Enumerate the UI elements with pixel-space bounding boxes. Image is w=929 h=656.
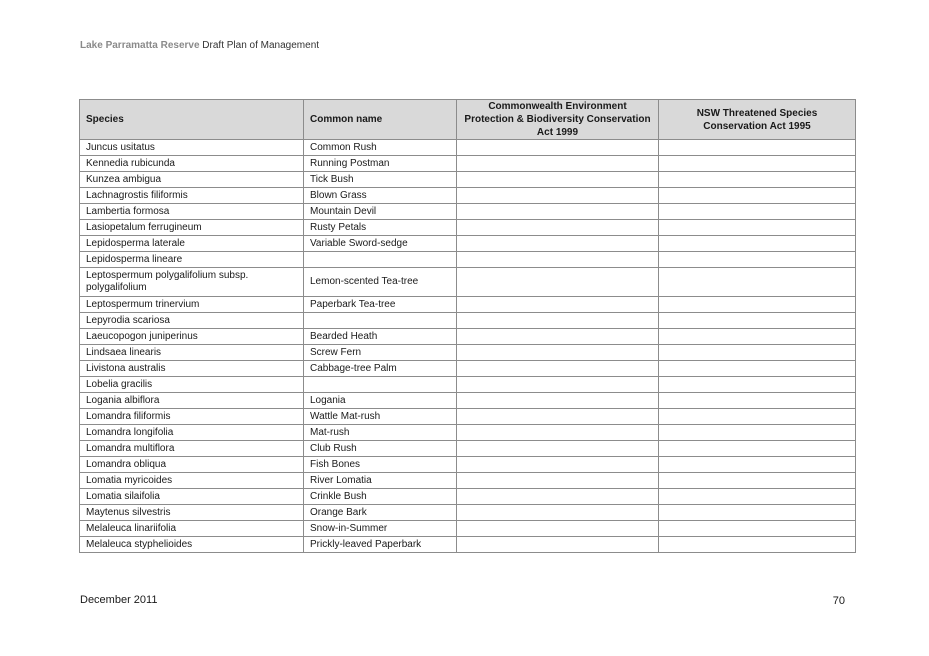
species-cell: Leptospermum trinervium: [80, 297, 304, 313]
species-cell: Leptospermum polygalifolium subsp. polygalifolium: [80, 268, 304, 297]
epbc-status-cell: [457, 377, 659, 393]
table-row: [80, 236, 856, 252]
table-row: [80, 313, 856, 329]
species-cell: Lomatia myricoides: [80, 473, 304, 489]
table-row: [80, 361, 856, 377]
table-row: [80, 377, 856, 393]
tsc-status-cell: [659, 188, 856, 204]
tsc-status-cell: [659, 521, 856, 537]
table-row: [80, 537, 856, 553]
tsc-status-cell: [659, 329, 856, 345]
table-row: [80, 505, 856, 521]
column-header-epbc-act: Commonwealth Environment Protection & Biodiversity Conservation Act 1999: [457, 100, 659, 140]
common-name-cell: Orange Bark: [304, 505, 457, 521]
table-row: [80, 252, 856, 268]
common-name-cell: Logania: [304, 393, 457, 409]
tsc-status-cell: [659, 268, 856, 297]
common-name-cell: Mat-rush: [304, 425, 457, 441]
species-cell: Lomatia silaifolia: [80, 489, 304, 505]
species-cell: Lomandra filiformis: [80, 409, 304, 425]
table-row: [80, 188, 856, 204]
common-name-cell: Common Rush: [304, 140, 457, 156]
epbc-status-cell: [457, 345, 659, 361]
table-row: [80, 204, 856, 220]
common-name-cell: [304, 252, 457, 268]
table-row: [80, 140, 856, 156]
common-name-cell: Snow-in-Summer: [304, 521, 457, 537]
table-row: [80, 156, 856, 172]
epbc-status-cell: [457, 156, 659, 172]
table-row: [80, 489, 856, 505]
species-cell: Lachnagrostis filiformis: [80, 188, 304, 204]
footer-date: December 2011: [80, 594, 158, 606]
species-cell: Livistona australis: [80, 361, 304, 377]
tsc-status-cell: [659, 457, 856, 473]
epbc-status-cell: [457, 172, 659, 188]
common-name-cell: Tick Bush: [304, 172, 457, 188]
epbc-status-cell: [457, 393, 659, 409]
common-name-cell: Blown Grass: [304, 188, 457, 204]
table-row: [80, 457, 856, 473]
document-header: [80, 40, 319, 52]
epbc-status-cell: [457, 457, 659, 473]
tsc-status-cell: [659, 537, 856, 553]
tsc-status-cell: [659, 156, 856, 172]
table-row: [80, 297, 856, 313]
species-cell: Melaleuca styphelioides: [80, 537, 304, 553]
common-name-cell: Screw Fern: [304, 345, 457, 361]
species-cell: Lomandra multiflora: [80, 441, 304, 457]
common-name-cell: [304, 313, 457, 329]
tsc-status-cell: [659, 393, 856, 409]
epbc-status-cell: [457, 361, 659, 377]
epbc-status-cell: [457, 441, 659, 457]
species-cell: Lasiopetalum ferrugineum: [80, 220, 304, 236]
table-row: [80, 393, 856, 409]
tsc-status-cell: [659, 361, 856, 377]
column-header-species: Species: [80, 100, 304, 140]
epbc-status-cell: [457, 425, 659, 441]
common-name-cell: Lemon-scented Tea-tree: [304, 268, 457, 297]
species-table: [79, 99, 856, 553]
tsc-status-cell: [659, 441, 856, 457]
tsc-status-cell: [659, 236, 856, 252]
common-name-cell: Wattle Mat-rush: [304, 409, 457, 425]
tsc-status-cell: [659, 297, 856, 313]
common-name-cell: River Lomatia: [304, 473, 457, 489]
table-body: [80, 140, 856, 553]
table-row: [80, 329, 856, 345]
epbc-status-cell: [457, 409, 659, 425]
tsc-status-cell: [659, 489, 856, 505]
epbc-status-cell: [457, 473, 659, 489]
table-row: [80, 345, 856, 361]
tsc-status-cell: [659, 505, 856, 521]
common-name-cell: Running Postman: [304, 156, 457, 172]
species-cell: Lobelia gracilis: [80, 377, 304, 393]
species-cell: Kunzea ambigua: [80, 172, 304, 188]
epbc-status-cell: [457, 313, 659, 329]
tsc-status-cell: [659, 140, 856, 156]
table-row: [80, 441, 856, 457]
table-row: [80, 425, 856, 441]
epbc-status-cell: [457, 489, 659, 505]
epbc-status-cell: [457, 140, 659, 156]
table-header-row: [80, 100, 856, 140]
common-name-cell: Paperbark Tea-tree: [304, 297, 457, 313]
epbc-status-cell: [457, 236, 659, 252]
species-cell: Lepyrodia scariosa: [80, 313, 304, 329]
common-name-cell: Mountain Devil: [304, 204, 457, 220]
species-cell: Lomandra longifolia: [80, 425, 304, 441]
tsc-status-cell: [659, 473, 856, 489]
species-cell: Lepidosperma laterale: [80, 236, 304, 252]
table-row: [80, 220, 856, 236]
table-row: [80, 521, 856, 537]
epbc-status-cell: [457, 220, 659, 236]
species-cell: Lambertia formosa: [80, 204, 304, 220]
table-row: [80, 473, 856, 489]
common-name-cell: Rusty Petals: [304, 220, 457, 236]
tsc-status-cell: [659, 220, 856, 236]
common-name-cell: [304, 377, 457, 393]
common-name-cell: Fish Bones: [304, 457, 457, 473]
species-cell: Lepidosperma lineare: [80, 252, 304, 268]
common-name-cell: Bearded Heath: [304, 329, 457, 345]
tsc-status-cell: [659, 252, 856, 268]
epbc-status-cell: [457, 505, 659, 521]
epbc-status-cell: [457, 268, 659, 297]
species-cell: Logania albiflora: [80, 393, 304, 409]
table-row: [80, 172, 856, 188]
header-plan-title: Draft Plan of Management: [199, 40, 320, 51]
tsc-status-cell: [659, 345, 856, 361]
species-cell: Melaleuca linariifolia: [80, 521, 304, 537]
tsc-status-cell: [659, 313, 856, 329]
common-name-cell: Variable Sword-sedge: [304, 236, 457, 252]
column-header-common-name: Common name: [304, 100, 457, 140]
tsc-status-cell: [659, 172, 856, 188]
epbc-status-cell: [457, 204, 659, 220]
epbc-status-cell: [457, 188, 659, 204]
species-cell: Lindsaea linearis: [80, 345, 304, 361]
species-cell: Lomandra obliqua: [80, 457, 304, 473]
epbc-status-cell: [457, 521, 659, 537]
common-name-cell: Prickly-leaved Paperbark: [304, 537, 457, 553]
epbc-status-cell: [457, 329, 659, 345]
tsc-status-cell: [659, 409, 856, 425]
column-header-tsc-act: NSW Threatened Species Conservation Act 1995: [659, 100, 856, 140]
page-number: 70: [832, 595, 845, 607]
tsc-status-cell: [659, 425, 856, 441]
species-cell: Laeucopogon juniperinus: [80, 329, 304, 345]
epbc-status-cell: [457, 252, 659, 268]
common-name-cell: Crinkle Bush: [304, 489, 457, 505]
table-row: [80, 409, 856, 425]
species-cell: Maytenus silvestris: [80, 505, 304, 521]
species-cell: Kennedia rubicunda: [80, 156, 304, 172]
epbc-status-cell: [457, 297, 659, 313]
epbc-status-cell: [457, 537, 659, 553]
common-name-cell: Club Rush: [304, 441, 457, 457]
tsc-status-cell: [659, 377, 856, 393]
table-row: [80, 268, 856, 297]
species-cell: Juncus usitatus: [80, 140, 304, 156]
header-reserve-name: Lake Parramatta Reserve: [80, 40, 200, 51]
tsc-status-cell: [659, 204, 856, 220]
common-name-cell: Cabbage-tree Palm: [304, 361, 457, 377]
